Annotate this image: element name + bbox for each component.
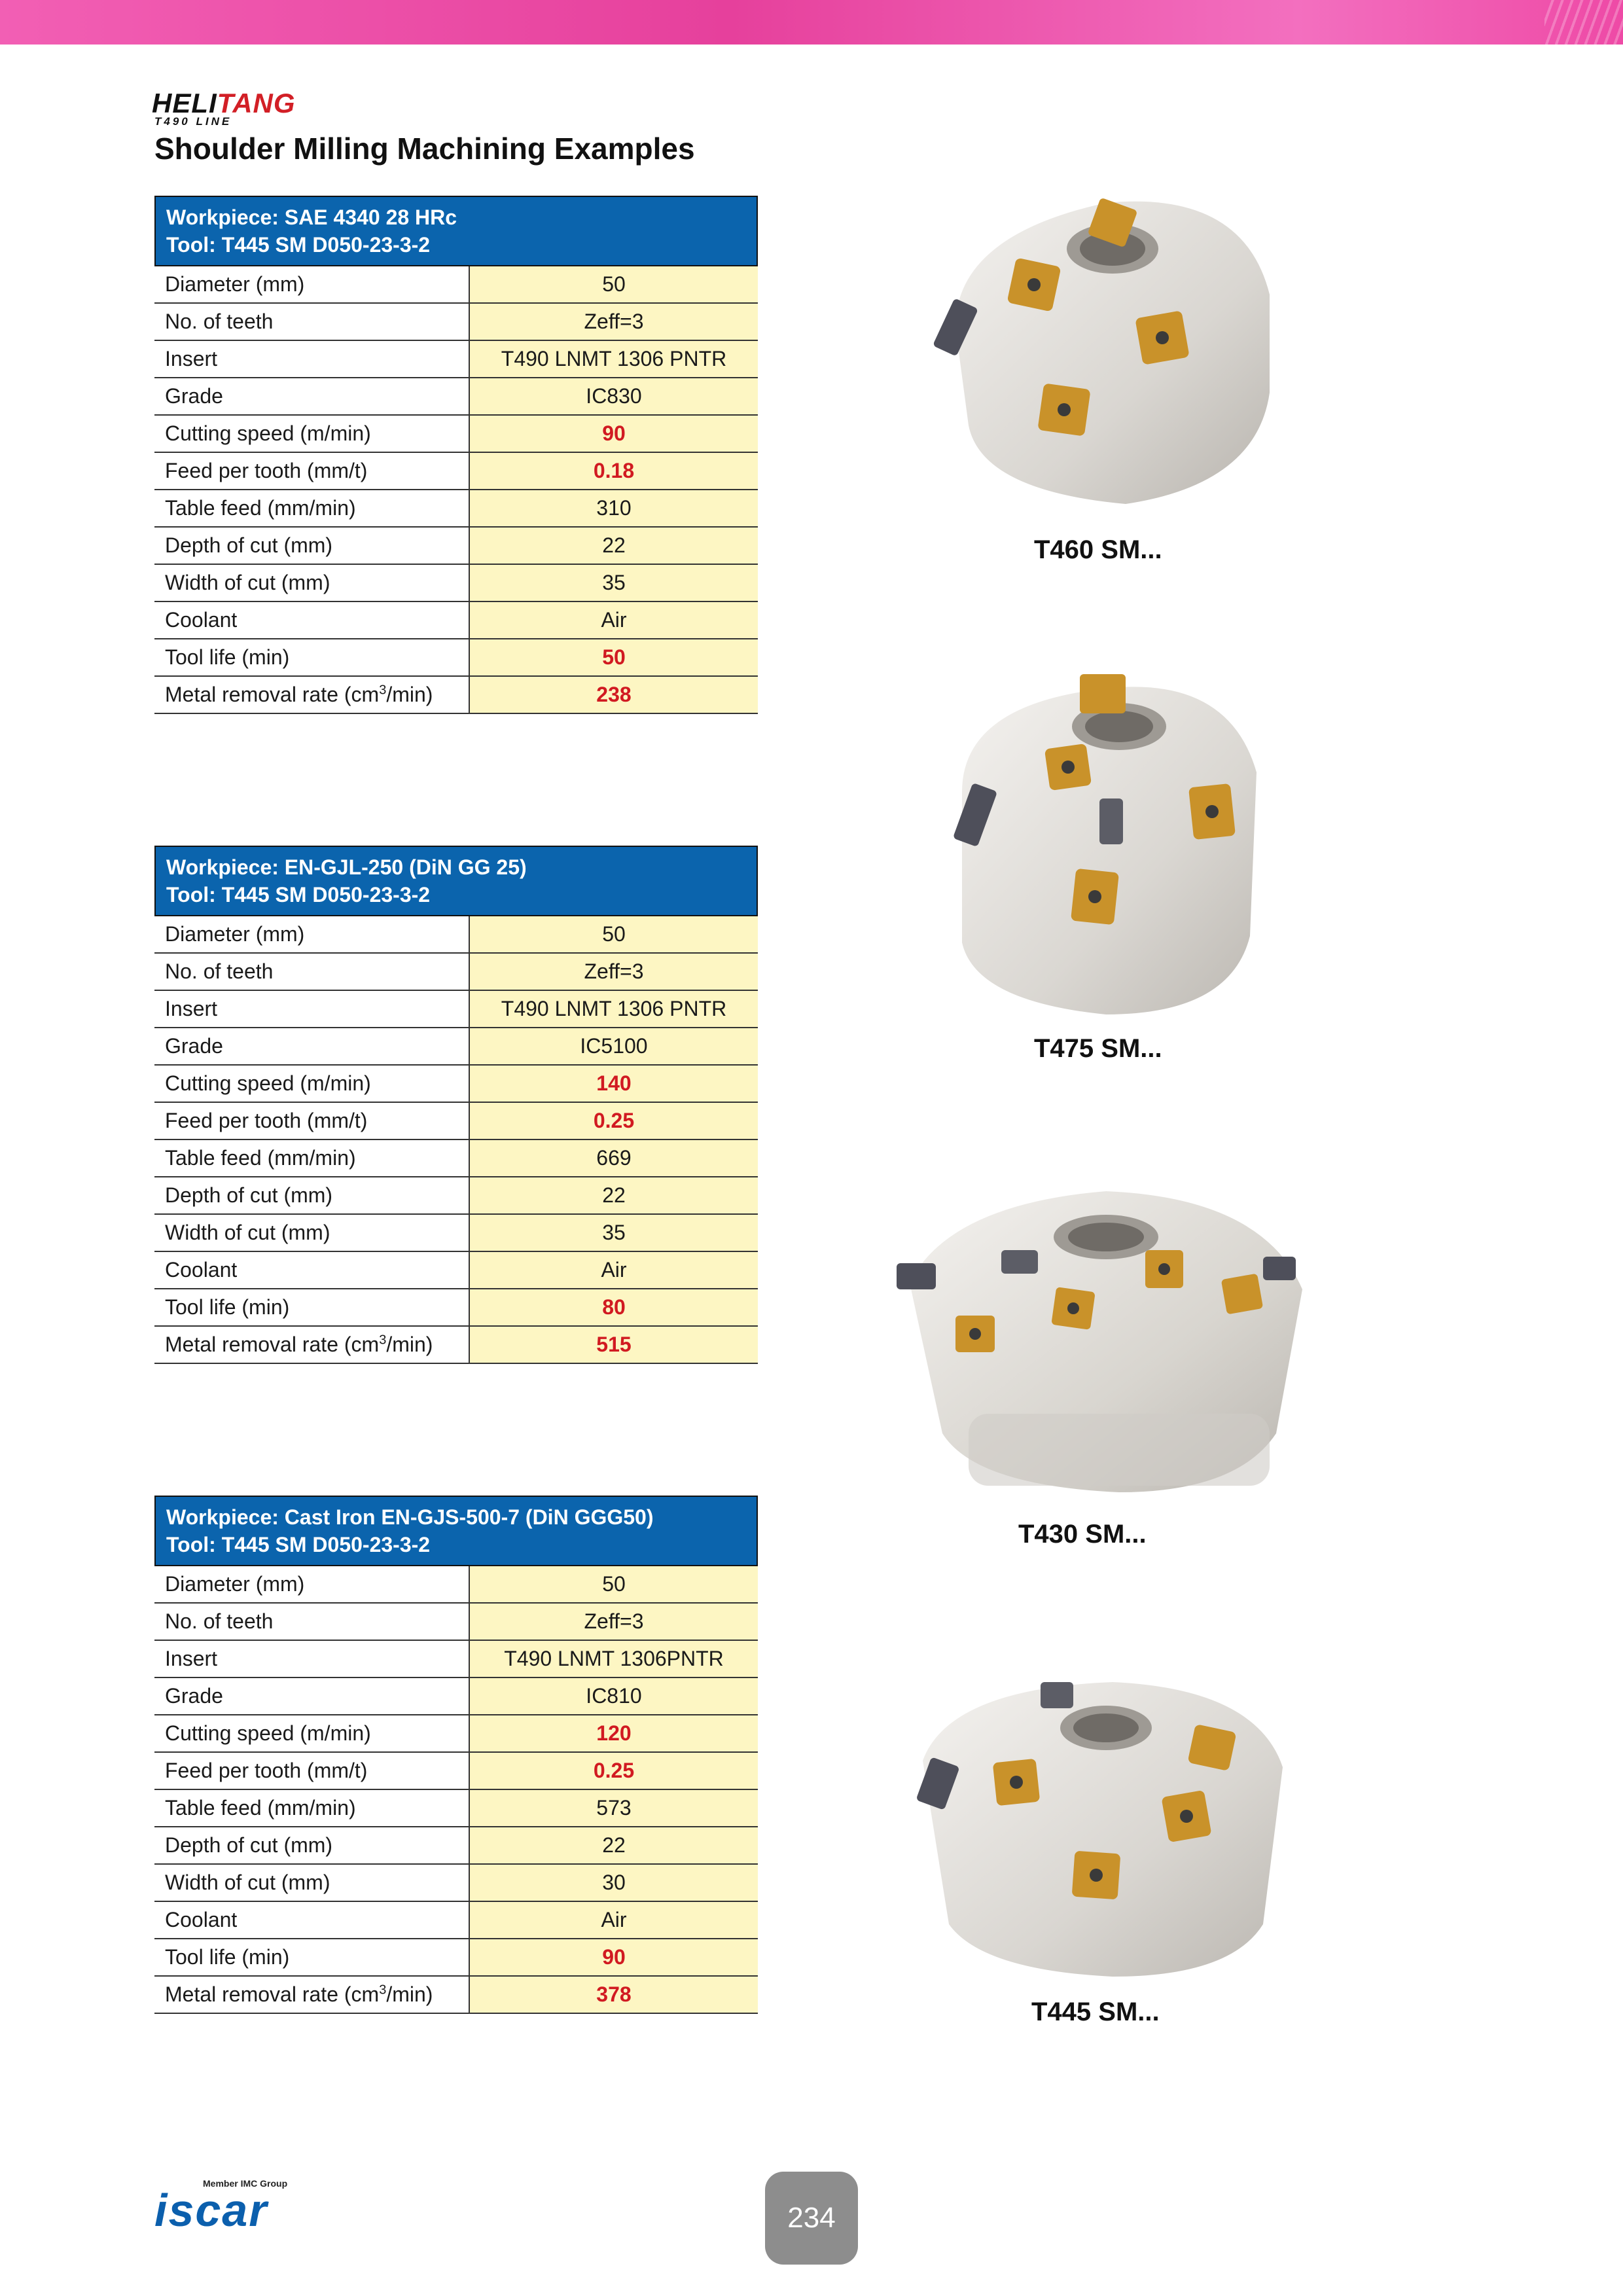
table-row-grade	[154, 378, 758, 416]
mrr-sup: 3	[379, 683, 387, 698]
row-label: Feed per tooth (mm/t)	[154, 453, 470, 489]
table-header	[154, 1496, 758, 1566]
row-value: Air	[470, 602, 758, 638]
row-value: T490 LNMT 1306 PNTR	[470, 991, 758, 1027]
table-row-mrr	[154, 1977, 758, 2014]
row-value: IC830	[470, 378, 758, 414]
table-row-teeth	[154, 954, 758, 991]
table-row-mrr	[154, 1327, 758, 1364]
table-row-depth	[154, 1177, 758, 1215]
machining-table-2	[154, 846, 758, 1364]
table-row-speed	[154, 1715, 758, 1753]
mrr-sup: 3	[379, 1333, 387, 1348]
row-value: 22	[470, 528, 758, 564]
row-value: 238	[470, 677, 758, 713]
tool-title: Tool: T445 SM D050-23-3-2	[166, 233, 431, 257]
workpiece-title: Workpiece: SAE 4340 28 HRc	[166, 206, 457, 229]
table-row-width	[154, 565, 758, 602]
mrr-label-end: /min)	[386, 1333, 433, 1356]
row-value: 35	[470, 1215, 758, 1251]
mrr-sup: 3	[379, 1982, 387, 1998]
row-label: Cutting speed (m/min)	[154, 416, 470, 452]
caption-t475: T475 SM...	[1034, 1034, 1162, 1063]
table-row-feed-tooth	[154, 1103, 758, 1140]
table-row-table-feed	[154, 490, 758, 528]
row-label: Cutting speed (m/min)	[154, 1715, 470, 1751]
row-value: 22	[470, 1827, 758, 1863]
table-row-mrr	[154, 677, 758, 714]
table-row-width	[154, 1865, 758, 1902]
tool-title: Tool: T445 SM D050-23-3-2	[166, 883, 431, 906]
row-value: 669	[470, 1140, 758, 1176]
caption-t445: T445 SM...	[1031, 1998, 1160, 2026]
row-label: Cutting speed (m/min)	[154, 1066, 470, 1102]
table-row-speed	[154, 1066, 758, 1103]
row-value: 120	[470, 1715, 758, 1751]
mrr-label-end: /min)	[386, 1982, 433, 2006]
row-label: Insert	[154, 341, 470, 377]
row-label: Diameter (mm)	[154, 916, 470, 952]
row-label: Table feed (mm/min)	[154, 490, 470, 526]
row-value: 0.18	[470, 453, 758, 489]
table-header	[154, 196, 758, 266]
machining-table-1	[154, 196, 758, 714]
row-value: Zeff=3	[470, 954, 758, 990]
mrr-label: Metal removal rate (cm	[165, 683, 380, 706]
row-label: Depth of cut (mm)	[154, 1827, 470, 1863]
row-value: 50	[470, 266, 758, 302]
row-value: 0.25	[470, 1103, 758, 1139]
row-label: Grade	[154, 378, 470, 414]
iscar-logo	[154, 2178, 288, 2236]
row-label: Table feed (mm/min)	[154, 1140, 470, 1176]
table-row-tool-life	[154, 639, 758, 677]
row-value: Air	[470, 1252, 758, 1288]
mrr-label: Metal removal rate (cm	[165, 1333, 380, 1356]
table-row-coolant	[154, 602, 758, 639]
row-value: T490 LNMT 1306 PNTR	[470, 341, 758, 377]
row-label: Table feed (mm/min)	[154, 1790, 470, 1826]
page-number: 234	[765, 2172, 858, 2265]
table-row-table-feed	[154, 1790, 758, 1827]
mrr-label-end: /min)	[386, 683, 433, 706]
table-row-diameter	[154, 1566, 758, 1604]
caption-t430: T430 SM...	[1018, 1520, 1147, 1549]
row-label	[154, 1977, 470, 2013]
row-value: 140	[470, 1066, 758, 1102]
table-header	[154, 846, 758, 916]
logo-line: T490 LINE	[154, 115, 232, 128]
row-label: Diameter (mm)	[154, 266, 470, 302]
row-value: 50	[470, 639, 758, 675]
top-color-bar	[0, 0, 1623, 45]
row-label: No. of teeth	[154, 1604, 470, 1640]
row-value: 35	[470, 565, 758, 601]
row-label: Coolant	[154, 1902, 470, 1938]
table-row-teeth	[154, 304, 758, 341]
milling-cutter-photo-t460	[903, 177, 1531, 543]
table-row-grade	[154, 1028, 758, 1066]
row-label: Width of cut (mm)	[154, 1865, 470, 1901]
row-value: 50	[470, 916, 758, 952]
row-value: 22	[470, 1177, 758, 1213]
table-row-insert	[154, 1641, 758, 1678]
table-row-width	[154, 1215, 758, 1252]
heli-tang-logo	[152, 90, 296, 128]
row-label: Tool life (min)	[154, 1939, 470, 1975]
table-row-insert	[154, 991, 758, 1028]
row-value: IC810	[470, 1678, 758, 1714]
table-row-depth	[154, 528, 758, 565]
row-label: Tool life (min)	[154, 639, 470, 675]
row-value: 515	[470, 1327, 758, 1363]
row-label: Width of cut (mm)	[154, 565, 470, 601]
table-row-feed-tooth	[154, 1753, 758, 1790]
row-value: T490 LNMT 1306PNTR	[470, 1641, 758, 1677]
member-imc-label: Member IMC Group	[203, 2178, 288, 2189]
row-label: Depth of cut (mm)	[154, 528, 470, 564]
row-label: Width of cut (mm)	[154, 1215, 470, 1251]
table-row-coolant	[154, 1902, 758, 1939]
row-label: Insert	[154, 991, 470, 1027]
milling-cutter-photo-t445	[890, 1662, 1466, 2003]
row-label: No. of teeth	[154, 304, 470, 340]
top-bar-stripes	[1544, 0, 1623, 45]
row-label: Feed per tooth (mm/t)	[154, 1753, 470, 1789]
table-row-feed-tooth	[154, 453, 758, 490]
table-row-speed	[154, 416, 758, 453]
row-label: Coolant	[154, 1252, 470, 1288]
table-row-tool-life	[154, 1939, 758, 1977]
row-value: IC5100	[470, 1028, 758, 1064]
row-value: 90	[470, 416, 758, 452]
table-row-table-feed	[154, 1140, 758, 1177]
row-label: Coolant	[154, 602, 470, 638]
row-label	[154, 1327, 470, 1363]
row-label: Insert	[154, 1641, 470, 1677]
logo-heli: HELI	[152, 88, 217, 118]
milling-cutter-photo-t430	[870, 1158, 1512, 1525]
row-value: 310	[470, 490, 758, 526]
caption-t460: T460 SM...	[1034, 535, 1162, 564]
table-row-insert	[154, 341, 758, 378]
page-title: Shoulder Milling Machining Examples	[154, 132, 695, 166]
row-label: Tool life (min)	[154, 1289, 470, 1325]
row-value: 0.25	[470, 1753, 758, 1789]
row-value: 80	[470, 1289, 758, 1325]
row-label: No. of teeth	[154, 954, 470, 990]
table-row-diameter	[154, 266, 758, 304]
row-value: Air	[470, 1902, 758, 1938]
row-value: 50	[470, 1566, 758, 1602]
row-value: Zeff=3	[470, 1604, 758, 1640]
table-row-teeth	[154, 1604, 758, 1641]
table-row-grade	[154, 1678, 758, 1715]
row-label: Grade	[154, 1028, 470, 1064]
table-row-depth	[154, 1827, 758, 1865]
workpiece-title: Workpiece: EN-GJL-250 (DiN GG 25)	[166, 855, 527, 879]
table-row-coolant	[154, 1252, 758, 1289]
row-label: Grade	[154, 1678, 470, 1714]
table-row-tool-life	[154, 1289, 758, 1327]
row-label	[154, 677, 470, 713]
row-label: Diameter (mm)	[154, 1566, 470, 1602]
logo-tang: TANG	[217, 88, 296, 118]
table-row-diameter	[154, 916, 758, 954]
row-value: 573	[470, 1790, 758, 1826]
machining-table-3	[154, 1496, 758, 2014]
row-value: 378	[470, 1977, 758, 2013]
iscar-wordmark: iscar	[154, 2185, 268, 2236]
mrr-label: Metal removal rate (cm	[165, 1982, 380, 2006]
row-label: Depth of cut (mm)	[154, 1177, 470, 1213]
workpiece-title: Workpiece: Cast Iron EN-GJS-500-7 (DiN GGG50)	[166, 1505, 654, 1529]
row-value: Zeff=3	[470, 304, 758, 340]
row-value: 90	[470, 1939, 758, 1975]
milling-cutter-photo-t475	[923, 661, 1525, 1028]
tool-title: Tool: T445 SM D050-23-3-2	[166, 1533, 431, 1556]
row-label: Feed per tooth (mm/t)	[154, 1103, 470, 1139]
row-value: 30	[470, 1865, 758, 1901]
